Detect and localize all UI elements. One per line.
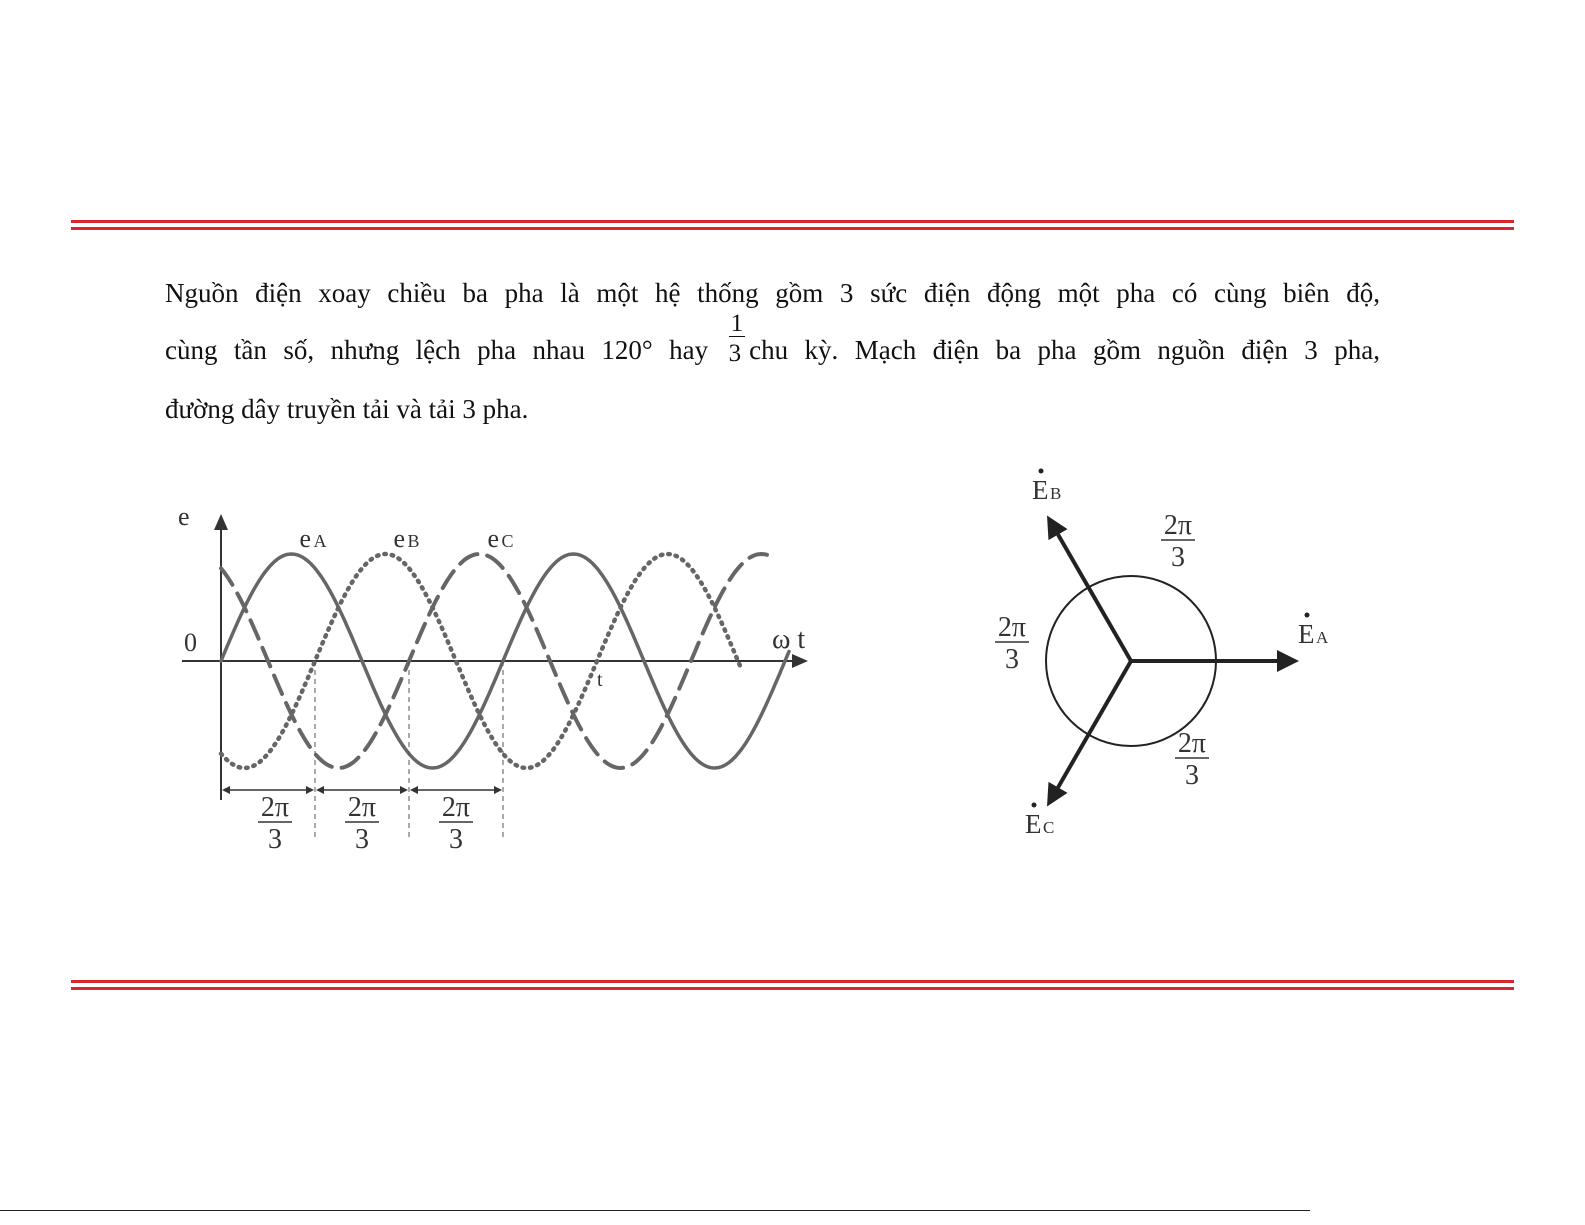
vector-EB — [1058, 535, 1131, 661]
dot-accent — [1032, 803, 1037, 808]
angle-label-1 — [1161, 510, 1195, 573]
label-eB-letter: e — [393, 524, 406, 553]
dot-accent — [1305, 613, 1310, 618]
fraction-numerator: 1 — [730, 310, 744, 338]
bottom-red-rule — [71, 980, 1514, 992]
interval-label-3-numerator: 2π — [441, 792, 471, 823]
label-eA-letter: e — [299, 524, 312, 553]
interval-label-3-denominator: 3 — [449, 824, 463, 855]
bottom-edge-line — [0, 1210, 1310, 1211]
vector-label-letter: E — [1298, 619, 1315, 649]
vector-label-EA — [1298, 613, 1329, 650]
line-2-end: chu kỳ. Mạch điện ba pha gồm nguồn điện 3 pha, — [749, 335, 1380, 365]
t-marker: t — [597, 669, 603, 691]
interval-label-2-numerator: 2π — [347, 792, 377, 823]
vector-EA-arrowhead — [1277, 650, 1299, 672]
angle-label-2-numerator: 2π — [997, 612, 1027, 643]
vector-label-subscript: A — [1316, 628, 1329, 647]
label-eC-subscript: C — [501, 531, 514, 551]
label-eC-letter: e — [487, 524, 500, 553]
angle-label-1-denominator: 3 — [1171, 542, 1185, 573]
vector-label-letter: E — [1032, 475, 1049, 505]
label-eA-subscript: A — [313, 531, 327, 551]
interval-label-2-denominator: 3 — [355, 824, 369, 855]
vector-label-EB — [1032, 469, 1061, 506]
angle-label-1-numerator: 2π — [1163, 510, 1193, 541]
vector-EC — [1058, 661, 1131, 787]
angle-label-3-denominator: 3 — [1185, 760, 1199, 791]
fraction-denominator: 3 — [728, 340, 742, 368]
paragraph-line-1: Nguồn điện xoay chiều ba pha là một hệ thống gồm 3 sức điện động một pha có cùng biên độ, — [165, 278, 1380, 308]
origin-label: 0 — [184, 628, 197, 657]
angle-label-2-denominator: 3 — [1005, 644, 1019, 675]
vector-label-EC — [1025, 803, 1054, 840]
vector-label-letter: E — [1025, 809, 1042, 839]
label-eB-subscript: B — [407, 531, 420, 551]
interval-label-1-numerator: 2π — [260, 792, 290, 823]
paragraph-line-3: đường dây truyền tải và tải 3 pha. — [165, 394, 529, 424]
vector-label-subscript: C — [1043, 818, 1055, 837]
line-2-start: cùng tần số, nhưng lệch pha nhau 120° hay — [165, 335, 709, 365]
angle-label-3 — [1175, 728, 1209, 791]
y-axis-label: e — [178, 502, 190, 531]
angle-label-2 — [995, 612, 1029, 675]
interval-label-1-denominator: 3 — [268, 824, 282, 855]
angle-label-3-numerator: 2π — [1177, 728, 1207, 759]
x-axis-label: ω t — [772, 624, 806, 655]
dot-accent — [1039, 469, 1044, 474]
vector-label-subscript: B — [1050, 484, 1062, 503]
